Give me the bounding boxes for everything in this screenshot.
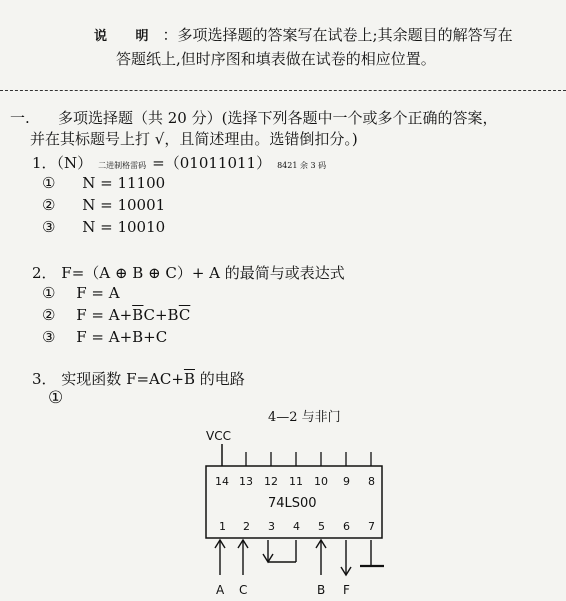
signal-label-b: B xyxy=(317,583,326,597)
q1-option-2-text: N = 10001 xyxy=(82,196,166,214)
q1-code-label: 8421 余 3 码 xyxy=(277,161,327,170)
section-instruction-2: 并在其标题号上打 √，且简述理由。选错倒扣分。) xyxy=(30,130,358,148)
q1-option-3-text: N = 10010 xyxy=(82,218,166,236)
note-text-1: ：多项选择题的答案写在试卷上;其余题目的解答写在 xyxy=(162,26,513,44)
top-pin-number: 12 xyxy=(264,475,278,488)
q2-option-2-mid: C+B xyxy=(143,306,179,324)
q3-stem-bar: $\overline{B}$ xyxy=(183,370,195,388)
q2-option-1-text: F = A xyxy=(76,284,120,302)
q2-option-2-bar-c: $\overline{C}$ xyxy=(178,306,191,324)
note-label: 说 明 xyxy=(94,29,161,44)
top-pin-leads xyxy=(246,452,371,466)
signal-label-a: A xyxy=(216,583,225,597)
q1-option-3-mark: ③ xyxy=(42,218,56,236)
q2-option-2-bar-b: $\overline{B}$ xyxy=(132,306,144,324)
bottom-pin-number: 7 xyxy=(368,520,375,533)
vcc-label: VCC xyxy=(206,429,231,443)
bottom-pin-number: 4 xyxy=(293,520,300,533)
bottom-pin-number: 2 xyxy=(243,520,250,533)
section-numeral: 一. xyxy=(10,109,30,127)
q3-stem-post: 的电路 xyxy=(194,370,245,388)
top-pin-number: 9 xyxy=(343,475,350,488)
q1-prefix: 1．（N） xyxy=(32,154,93,172)
chip-name-label: 74LS00 xyxy=(268,496,317,511)
bottom-pin-numbers xyxy=(219,520,375,533)
q3-option-1-mark[interactable]: ① xyxy=(48,388,64,408)
top-pin-number: 11 xyxy=(289,475,303,488)
bottom-pin-number: 5 xyxy=(318,520,325,533)
chip-caption: 4—2 与非门 xyxy=(268,410,341,425)
top-pin-number: 8 xyxy=(368,475,375,488)
q3-stem-pre: 3． 实现函数 F=AC+ xyxy=(32,370,184,388)
q1-option-1-mark: ① xyxy=(42,174,56,192)
bottom-pin-number: 1 xyxy=(219,520,226,533)
signal-label-c: C xyxy=(239,583,248,597)
q2-stem: 2． F=（A ⊕ B ⊕ C）+ A 的最简与或表达式 xyxy=(32,264,345,282)
q2-option-2-mark: ② xyxy=(42,306,56,324)
bottom-pin-leads xyxy=(215,540,384,575)
note-line-2: 答题纸上,但时序图和填表做在试卷的相应位置。 xyxy=(116,50,436,68)
q1-option-2-mark: ② xyxy=(42,196,56,214)
top-pin-numbers xyxy=(215,475,375,488)
bottom-pin-number: 6 xyxy=(343,520,350,533)
q2-option-3-text: F = A+B+C xyxy=(76,328,168,346)
q1-small-label: 二进制格雷码 xyxy=(98,161,147,170)
bottom-pin-number: 3 xyxy=(268,520,275,533)
q2-option-3-mark: ③ xyxy=(42,328,56,346)
q1-option-1-text: N = 11100 xyxy=(82,174,166,192)
q2-option-1-mark: ① xyxy=(42,284,56,302)
top-pin-number: 14 xyxy=(215,475,229,488)
top-pin-number: 10 xyxy=(314,475,328,488)
signal-label-f: F xyxy=(343,583,350,597)
q1-eq: =（01011011） xyxy=(152,154,272,172)
top-pin-number: 13 xyxy=(239,475,253,488)
section-instruction-1: 多项选择题（共 20 分）(选择下列各题中一个或多个正确的答案， xyxy=(58,109,498,127)
q2-option-2-pre: F = A+ xyxy=(76,306,133,324)
